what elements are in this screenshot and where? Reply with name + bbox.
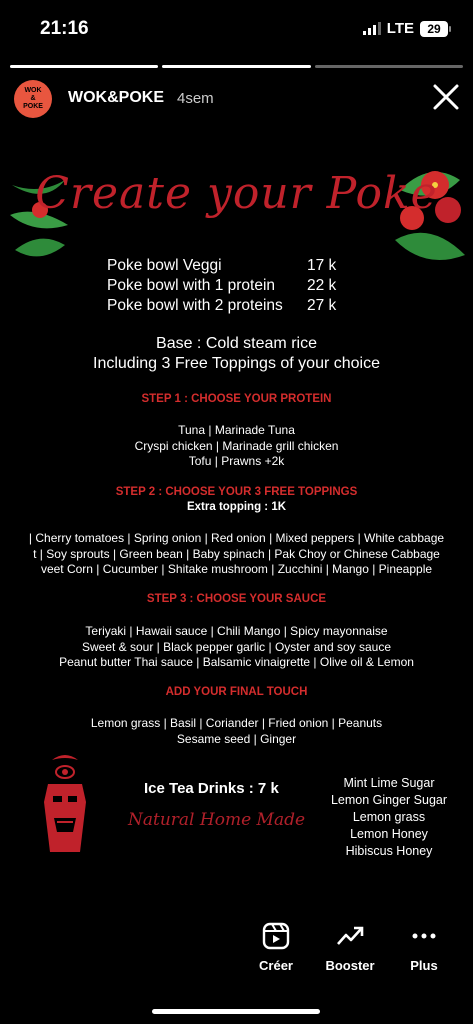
username[interactable]: WOK&POKE — [68, 89, 164, 106]
step3-heading: STEP 3 : CHOOSE YOUR SAUCE — [146, 593, 327, 605]
drink-item: Lemon Ginger Sugar — [330, 793, 448, 807]
price-list — [107, 256, 357, 316]
base-info: Base : Cold steam rice Including 3 Free Toppings of your choice — [93, 335, 380, 372]
price-row: Poke bowl with 1 protein 22 k — [107, 277, 337, 294]
close-icon — [431, 82, 461, 112]
drink-item: Lemon grass — [352, 810, 426, 824]
avatar-logo-text: WOK & POKE — [23, 87, 43, 110]
natural-home-made: Natural Home Made — [128, 810, 306, 830]
sauce-list: Teriyaki | Hawaii sauce | Chili Mango | Spicy mayonnaise Sweet & sour | Black pepper garlic | Oyster and soy sauce Peanut butter Thai sauce | Balsamic vinaigrette | Olive oil & Lemon — [59, 624, 414, 669]
trending-up-icon — [336, 922, 364, 950]
drink-item: Mint Lime Sugar — [343, 776, 435, 790]
step2-heading: STEP 2 : CHOOSE YOUR 3 FREE TOPPINGS — [115, 486, 358, 498]
boost-label: Booster — [325, 958, 375, 973]
progress-segment — [315, 65, 463, 68]
signal-icon — [363, 22, 381, 35]
battery-icon — [420, 21, 451, 37]
status-time: 21:16 — [40, 18, 89, 39]
protein-list: Tuna | Marinade Tuna Cryspi chicken | Marinade grill chicken Tofu | Prawns +2k — [134, 423, 339, 468]
close-button[interactable] — [431, 82, 461, 112]
progress-segment — [162, 65, 310, 68]
network-label: LTE — [386, 20, 414, 37]
drink-item: Hibiscus Honey — [345, 844, 433, 858]
poster-title: Create your Poke — [35, 168, 438, 219]
status-indicators — [363, 20, 451, 37]
story-progress — [10, 65, 463, 68]
progress-segment — [10, 65, 158, 68]
reels-icon — [262, 922, 290, 950]
toppings-list: | Cherry tomatoes | Spring onion | Red onion | Mixed peppers | White cabbage t | Soy sprouts | Green bean | Baby spinach | Pak Choy or Chinese Cabbage veet Corn | Cucumber | Shitake mushroom | Zucchini | Mango | Pineapple — [28, 531, 445, 576]
home-indicator[interactable] — [152, 1009, 320, 1014]
more-label: Plus — [410, 958, 438, 973]
avatar[interactable] — [14, 80, 52, 118]
price-row: Poke bowl Veggi 17 k — [107, 257, 337, 274]
more-button[interactable] — [389, 922, 459, 973]
more-dots-icon — [410, 922, 438, 950]
price-row: Poke bowl with 2 proteins 27 k — [107, 297, 337, 314]
battery-level: 29 — [420, 21, 448, 37]
drinks-list — [324, 775, 454, 860]
create-label: Créer — [259, 958, 293, 973]
boost-button[interactable] — [315, 922, 385, 973]
final-touch-heading: ADD YOUR FINAL TOUCH — [165, 686, 308, 698]
tiki-mask-icon — [40, 752, 90, 860]
drinks-title: Ice Tea Drinks : 7 k — [144, 780, 279, 797]
final-touch-list: Lemon grass | Basil | Coriander | Fried onion | Peanuts Sesame seed | Ginger — [90, 716, 383, 746]
step1-heading: STEP 1 : CHOOSE YOUR PROTEIN — [141, 393, 332, 405]
drink-item: Lemon Honey — [350, 827, 428, 841]
create-button[interactable] — [241, 922, 311, 973]
extra-topping-note: Extra topping : 1K — [186, 501, 287, 513]
post-age: 4sem — [177, 90, 214, 107]
